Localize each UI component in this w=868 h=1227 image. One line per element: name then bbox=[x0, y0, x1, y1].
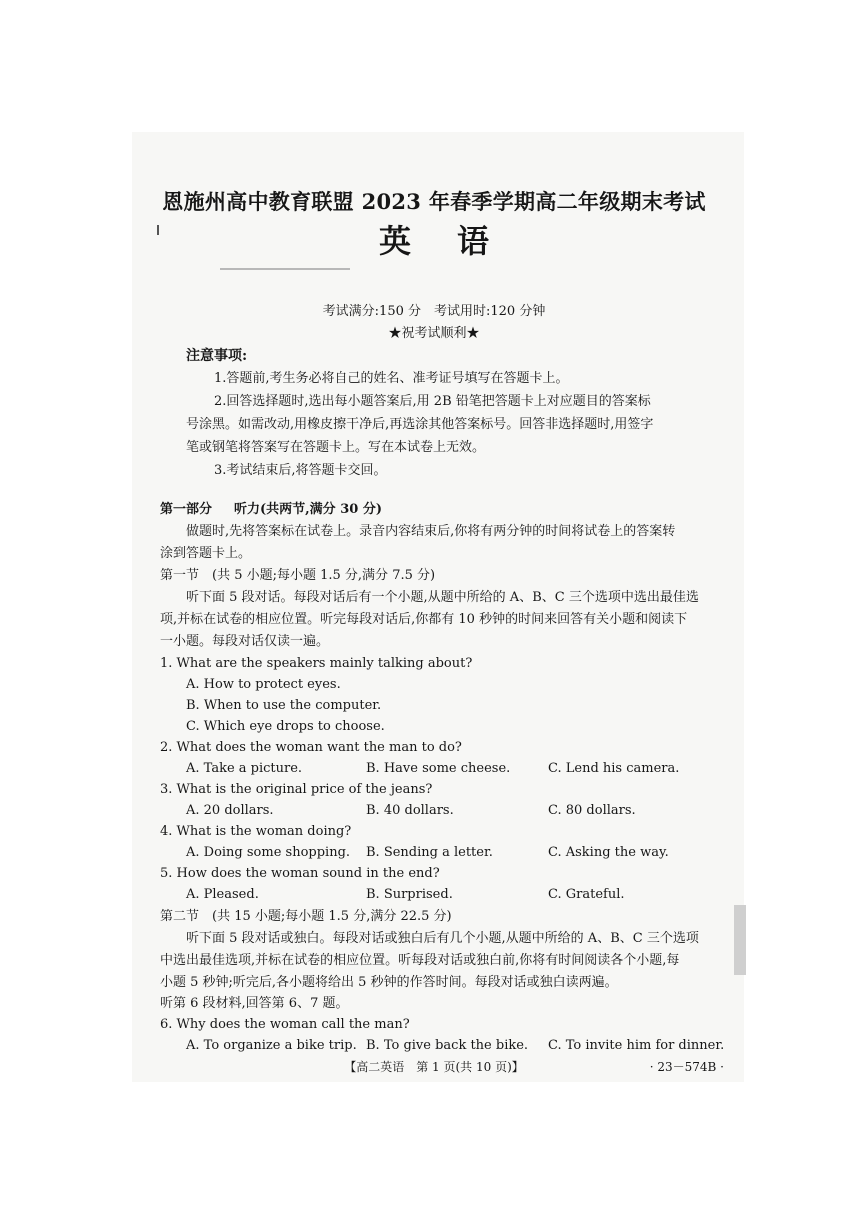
section2-instruction-line-1: 听下面 5 段对话或独白。每段对话或独白后有几个小题,从题中所给的 A、B、C 三个选项 bbox=[186, 931, 699, 946]
question-3-option-c: C. 80 dollars. bbox=[548, 803, 636, 818]
question-1-option-c: C. Which eye drops to choose. bbox=[186, 719, 385, 734]
exam-info: 考试满分:150 分 考试用时:120 分钟 bbox=[322, 304, 546, 319]
question-2-stem: 2. What does the woman want the man to do? bbox=[160, 740, 462, 755]
section1-instruction-line-2: 项,并标在试卷的相应位置。听完每段对话后,你都有 10 秒钟的时间来回答有关小题和阅读下 bbox=[160, 612, 688, 627]
question-6-option-b: B. To give back the bike. bbox=[366, 1038, 529, 1053]
exam-code: · 23－574B · bbox=[649, 1060, 724, 1074]
notice-item-3: 3.考试结束后,将答题卡交回。 bbox=[214, 463, 387, 478]
question-5-stem: 5. How does the woman sound in the end? bbox=[160, 866, 440, 881]
notice-item-2-line-1: 2.回答选择题时,选出每小题答案后,用 2B 铅笔把答题卡上对应题目的答案标 bbox=[214, 394, 651, 409]
question-1-stem: 1. What are the speakers mainly talking about? bbox=[160, 656, 473, 671]
question-4-stem: 4. What is the woman doing? bbox=[160, 824, 352, 839]
question-3-stem: 3. What is the original price of the jeans? bbox=[160, 782, 433, 797]
material-6-instruction: 听第 6 段材料,回答第 6、7 题。 bbox=[160, 996, 349, 1011]
subject-title: 英语 bbox=[378, 222, 535, 260]
question-5-option-b: B. Surprised. bbox=[366, 887, 453, 902]
notice-heading: 注意事项: bbox=[186, 348, 248, 364]
section1-instruction-line-1: 听下面 5 段对话。每段对话后有一个小题,从题中所给的 A、B、C 三个选项中选出最佳选 bbox=[186, 590, 699, 605]
exam-wish: ★祝考试顺利★ bbox=[388, 326, 480, 341]
section2-instruction-line-2: 中选出最佳选项,并标在试卷的相应位置。听每段对话或独白前,你将有时间阅读各个小题,每 bbox=[160, 953, 680, 968]
question-3-option-b: B. 40 dollars. bbox=[366, 803, 454, 818]
question-4-option-b: B. Sending a letter. bbox=[366, 845, 493, 860]
part1-heading-title: 听力(共两节,满分 30 分) bbox=[234, 502, 382, 517]
question-2-option-b: B. Have some cheese. bbox=[366, 761, 511, 776]
notice-item-2-line-2: 号涂黑。如需改动,用橡皮擦干净后,再选涂其他答案标号。回答非选择题时,用签字 bbox=[186, 417, 654, 432]
part1-intro-line-2: 涂到答题卡上。 bbox=[160, 546, 252, 561]
question-6-option-a: A. To organize a bike trip. bbox=[186, 1038, 357, 1053]
notice-item-2-line-3: 笔或钢笔将答案写在答题卡上。写在本试卷上无效。 bbox=[186, 440, 486, 455]
part1-intro-line-1: 做题时,先将答案标在试卷上。录音内容结束后,你将有两分钟的时间将试卷上的答案转 bbox=[186, 524, 676, 539]
question-3-option-a: A. 20 dollars. bbox=[186, 803, 274, 818]
question-2-option-a: A. Take a picture. bbox=[186, 761, 303, 776]
section2-heading: 第二节 (共 15 小题;每小题 1.5 分,满分 22.5 分) bbox=[160, 909, 452, 924]
section2-instruction-line-3: 小题 5 秒钟;听完后,各小题将给出 5 秒钟的作答时间。每段对话或独白读两遍。 bbox=[160, 975, 618, 990]
question-4-option-a: A. Doing some shopping. bbox=[186, 845, 351, 860]
question-2-option-c: C. Lend his camera. bbox=[548, 761, 680, 776]
scan-edge-shadow bbox=[734, 905, 746, 975]
section1-heading: 第一节 (共 5 小题;每小题 1.5 分,满分 7.5 分) bbox=[160, 568, 436, 583]
exam-title: 恩施州高中教育联盟 2023 年春季学期高二年级期末考试 bbox=[162, 189, 706, 214]
question-5-option-a: A. Pleased. bbox=[186, 887, 259, 902]
question-6-option-c: C. To invite him for dinner. bbox=[548, 1038, 725, 1053]
question-1-option-a: A. How to protect eyes. bbox=[186, 677, 341, 692]
page-number-label: 【高二英语 第 1 页(共 10 页)】 bbox=[344, 1060, 524, 1074]
question-6-stem: 6. Why does the woman call the man? bbox=[160, 1017, 410, 1032]
section1-instruction-line-3: 一小题。每段对话仅读一遍。 bbox=[160, 634, 330, 649]
question-4-option-c: C. Asking the way. bbox=[548, 845, 669, 860]
question-1-option-b: B. When to use the computer. bbox=[186, 698, 382, 713]
part1-heading-number: 第一部分 bbox=[160, 502, 213, 517]
notice-item-1: 1.答题前,考生务必将自己的姓名、准考证号填写在答题卡上。 bbox=[214, 371, 569, 386]
question-5-option-c: C. Grateful. bbox=[548, 887, 625, 902]
scan-smudge bbox=[220, 268, 350, 270]
